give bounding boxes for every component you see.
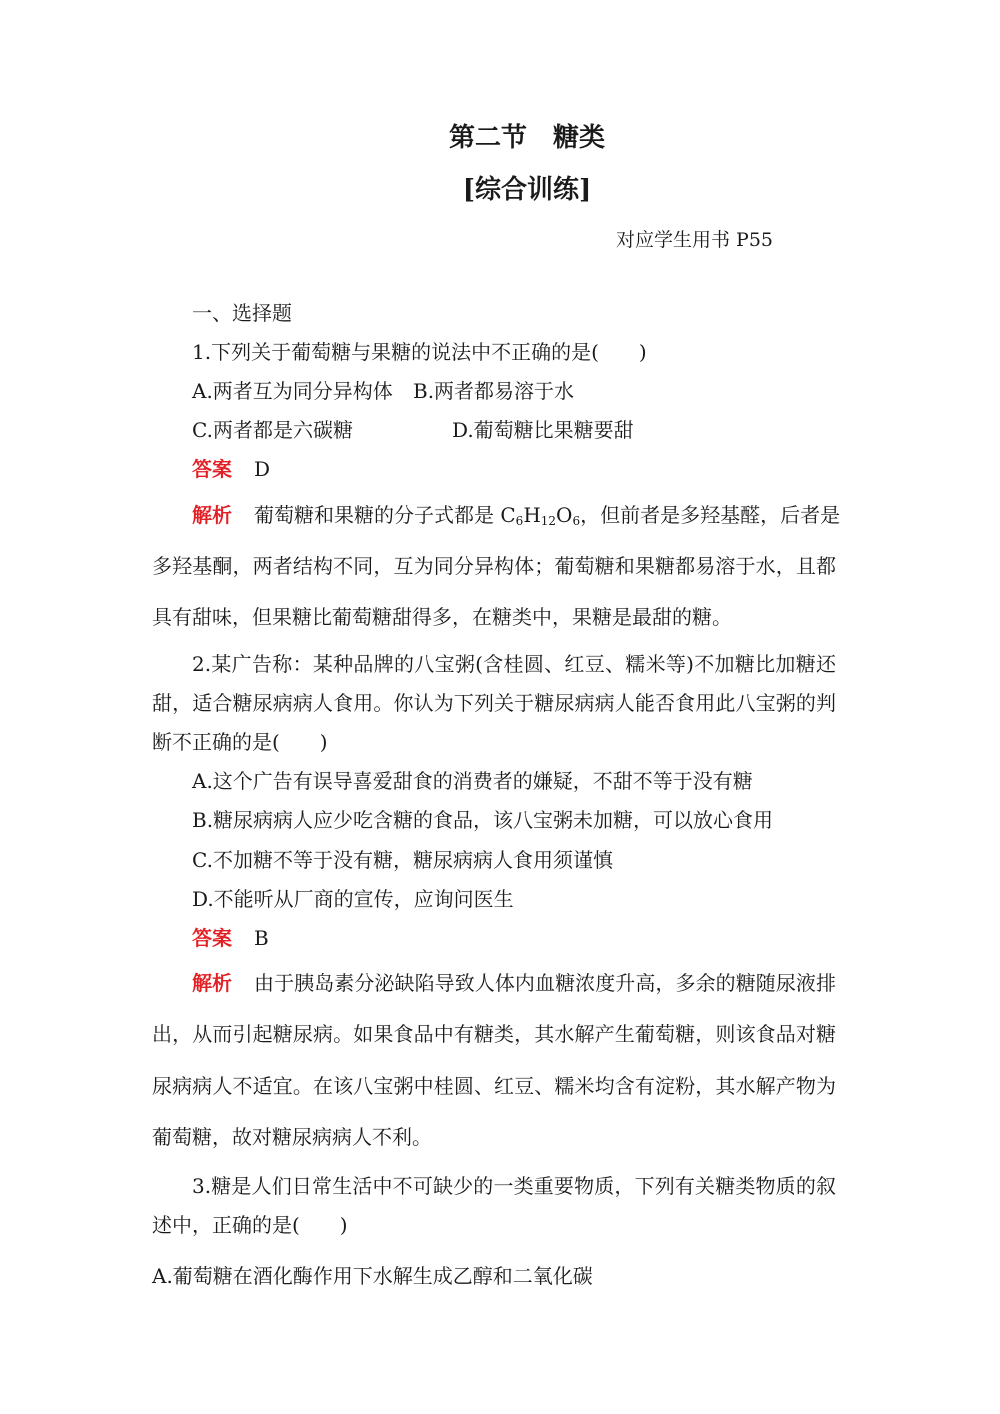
option-d: D.不能听从厂商的宣传，应询问医生	[192, 887, 514, 911]
question-stem-line: 甜，适合糖尿病病人食用。你认为下列关于糖尿病病人能否食用此八宝粥的判	[152, 691, 836, 715]
exercise-subtitle: [综合训练]	[462, 175, 592, 205]
option-a: A.葡萄糖在酒化酶作用下水解生成乙醇和二氧化碳	[152, 1264, 593, 1288]
formula-element: H	[523, 503, 541, 527]
question-stem-line: 2.某广告称：某种品牌的八宝粥(含桂圆、红豆、糯米等)不加糖比加糖还	[192, 652, 836, 676]
option-c: C.不加糖不等于没有糖，糖尿病病人食用须谨慎	[192, 848, 613, 872]
formula-subscript: 6	[572, 514, 581, 528]
option-a: A.这个广告有误导喜爱甜食的消费者的嫌疑，不甜不等于没有糖	[192, 769, 753, 793]
question-stem-line: 1.下列关于葡萄糖与果糖的说法中不正确的是( )	[192, 340, 647, 364]
textbook-reference: 对应学生用书 P55	[616, 229, 774, 251]
option-b: B.两者都易溶于水	[413, 379, 575, 403]
option-d: D.葡萄糖比果糖要甜	[452, 418, 634, 442]
answer-label: 答案	[192, 457, 232, 481]
answer-value: D	[254, 457, 271, 481]
analysis-text-before: 葡萄糖和果糖的分子式都是	[254, 503, 501, 527]
analysis-line: 出，从而引起糖尿病。如果食品中有糖类，其水解产生葡萄糖，则该食品对糖	[152, 1022, 836, 1046]
question-stem-line: 述中，正确的是( )	[152, 1213, 348, 1237]
analysis-label: 解析	[192, 971, 232, 995]
question-stem-line: 3.糖是人们日常生活中不可缺少的一类重要物质，下列有关糖类物质的叙	[192, 1174, 836, 1198]
answer-value: B	[254, 926, 269, 950]
formula-element: O	[556, 503, 573, 527]
analysis-line: 由于胰岛素分泌缺陷导致人体内血糖浓度升高，多余的糖随尿液排	[254, 971, 836, 995]
option-a: A.两者互为同分异构体	[192, 379, 393, 403]
analysis-line: 尿病病人不适宜。在该八宝粥中桂圆、红豆、糯米均含有淀粉，其水解产物为	[152, 1074, 836, 1098]
molecular-formula	[500, 503, 580, 527]
answer-label: 答案	[192, 926, 232, 950]
analysis-line	[254, 503, 841, 528]
section-title: 第二节 糖类	[448, 123, 605, 153]
question-stem-line: 断不正确的是( )	[152, 730, 328, 754]
analysis-line: 葡萄糖，故对糖尿病病人不利。	[152, 1125, 432, 1149]
analysis-line: 多羟基酮，两者结构不同，互为同分异构体；葡萄糖和果糖都易溶于水，且都	[152, 554, 836, 578]
option-c: C.两者都是六碳糖	[192, 418, 353, 442]
analysis-text-after: ，但前者是多羟基醛，后者是	[580, 503, 841, 527]
section-heading: 一、选择题	[192, 301, 292, 325]
formula-element: C	[500, 503, 516, 527]
formula-subscript: 6	[515, 514, 524, 528]
option-b: B.糖尿病病人应少吃含糖的食品，该八宝粥未加糖，可以放心食用	[192, 808, 774, 832]
analysis-line: 具有甜味，但果糖比葡萄糖甜得多，在糖类中，果糖是最甜的糖。	[152, 605, 732, 629]
analysis-label: 解析	[192, 503, 232, 527]
formula-subscript: 12	[540, 514, 557, 528]
